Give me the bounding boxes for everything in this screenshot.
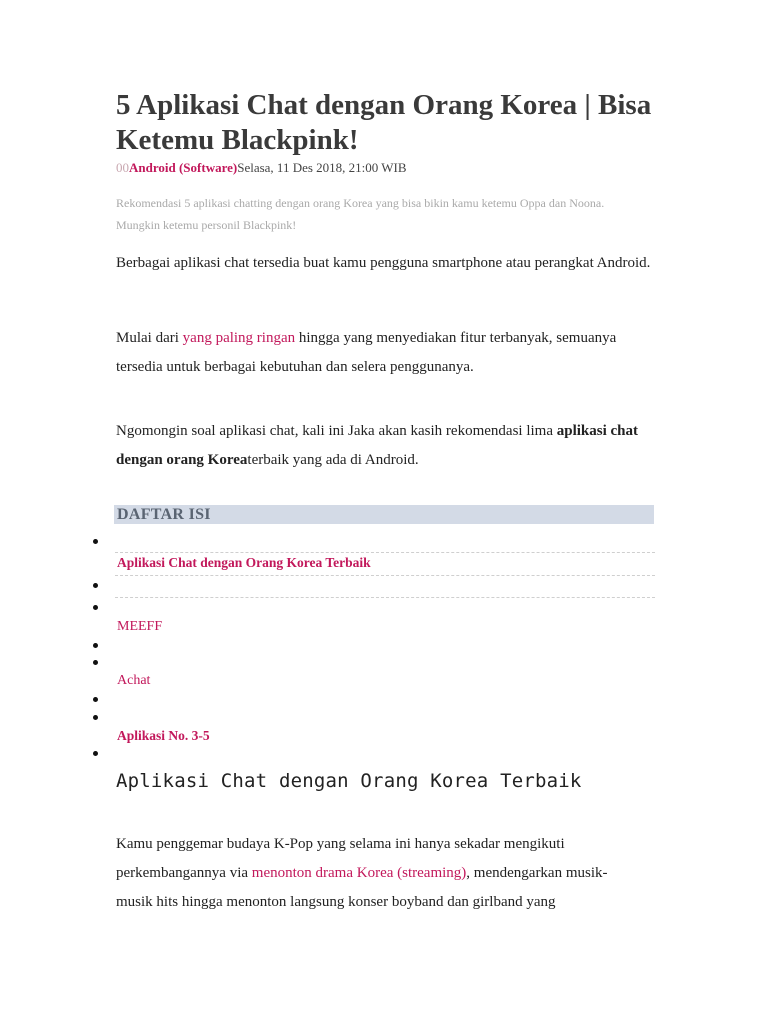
section-paragraph xyxy=(116,830,626,917)
list-bullet xyxy=(93,605,98,610)
lightest-apps-link[interactable]: yang paling ringan xyxy=(182,330,296,346)
list-bullet xyxy=(93,539,98,544)
list-bullet xyxy=(93,643,98,648)
toc-item-meeff[interactable]: MEEFF xyxy=(117,619,163,634)
paragraph-3-text-a: Ngomongin soal aplikasi chat, kali ini Jaka akan kasih rekomendasi lima xyxy=(116,423,557,439)
paragraph-2-text-a: Mulai dari xyxy=(116,330,183,346)
article-meta xyxy=(116,160,407,176)
section-paragraph-text-b: , mendengarkan musik-musik hits hingga menonton langsung konser boyband dan girlband yang xyxy=(116,865,608,910)
list-bullet xyxy=(93,583,98,588)
article-title: 5 Aplikasi Chat dengan Orang Korea | Bisa Ketemu Blackpink! xyxy=(116,89,652,156)
list-bullet xyxy=(93,751,98,756)
toc-item-apps-3-5[interactable]: Aplikasi No. 3-5 xyxy=(117,728,210,743)
paragraph-3 xyxy=(116,417,656,475)
paragraph-3-bold: aplikasi chat dengan orang Korea xyxy=(116,423,639,468)
korean-drama-streaming-link[interactable]: menonton drama Korea (streaming) xyxy=(251,865,467,881)
paragraph-2-text-b: hingga yang menyediakan fitur terbanyak, semuanya tersedia untuk berbagai kebutuhan dan selera penggunanya. xyxy=(116,330,617,375)
section-heading: Aplikasi Chat dengan Orang Korea Terbaik xyxy=(116,770,582,792)
category-link[interactable]: Android (Software) xyxy=(129,160,238,175)
list-bullet xyxy=(93,660,98,665)
article-lead: Rekomendasi 5 aplikasi chatting dengan orang Korea yang bisa bikin kamu ketemu Oppa dan Noona. Mungkin ketemu personil Blackpink! xyxy=(116,196,605,232)
paragraph-2 xyxy=(116,324,656,382)
list-bullet xyxy=(93,715,98,720)
toc-item-achat[interactable]: Achat xyxy=(117,673,151,688)
toc-item-korea-chat-apps[interactable]: Aplikasi Chat dengan Orang Korea Terbaik xyxy=(117,555,371,570)
list-bullet xyxy=(93,697,98,702)
toc-divider xyxy=(115,597,655,598)
publish-date: Selasa, 11 Des 2018, 21:00 WIB xyxy=(237,160,407,175)
toc-divider xyxy=(115,575,655,576)
toc-title[interactable]: DAFTAR ISI xyxy=(117,506,211,523)
comment-count: 00 xyxy=(116,160,129,175)
section-paragraph-text-a: Kamu penggemar budaya K-Pop yang selama ini hanya sekadar mengikuti perkembangannya via xyxy=(116,836,565,881)
paragraph-1: Berbagai aplikasi chat tersedia buat kamu pengguna smartphone atau perangkat Android. xyxy=(116,255,651,271)
toc-divider xyxy=(115,552,655,553)
paragraph-3-text-b: terbaik yang ada di Android. xyxy=(247,452,419,468)
